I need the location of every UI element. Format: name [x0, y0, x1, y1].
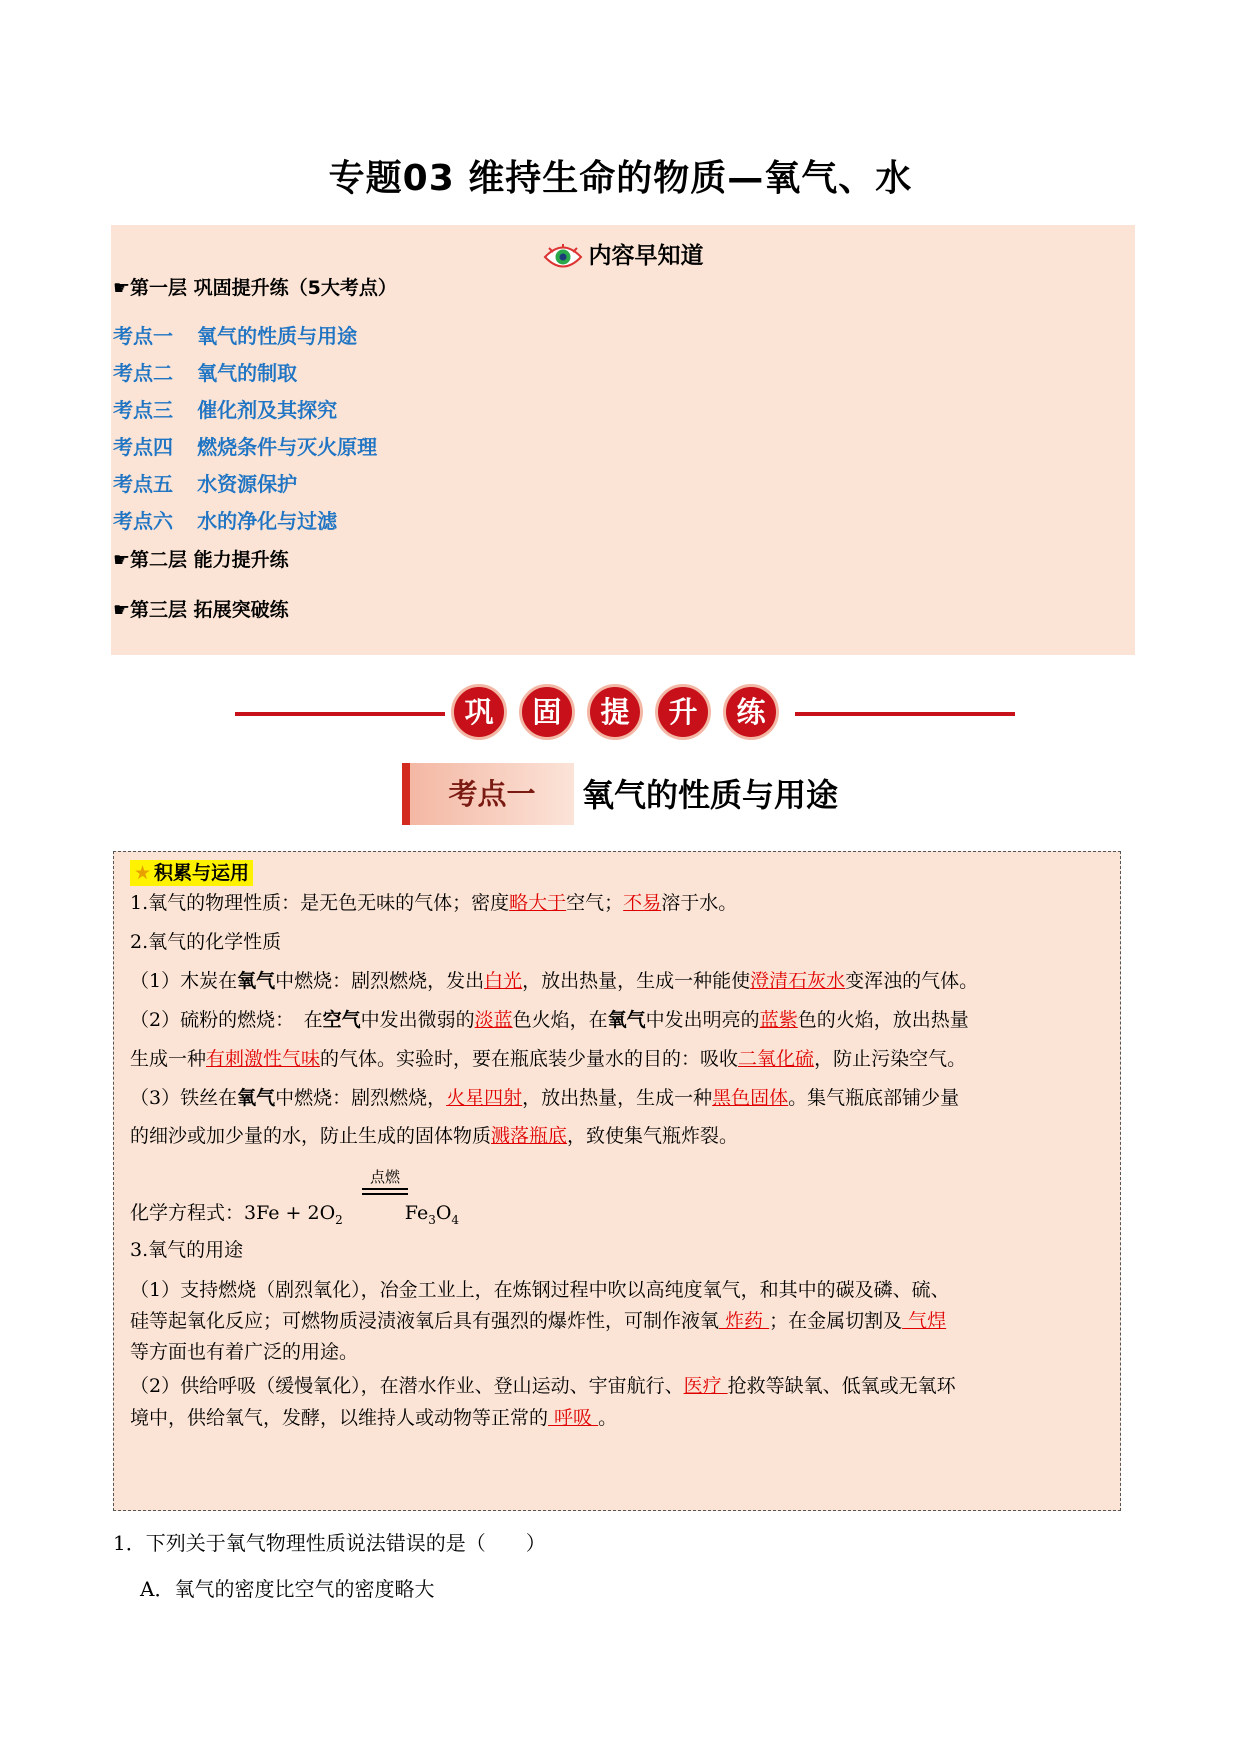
- section-banner: [235, 684, 1015, 744]
- answer-blank: 溅落瓶底: [491, 1125, 568, 1147]
- toc-item-2[interactable]: 考点二 氧气的制取: [113, 361, 298, 385]
- answer-blank: 炸药: [719, 1310, 770, 1332]
- document-title: 专题03 维持生命的物质—氧气、水: [328, 158, 913, 199]
- equation-bar: [362, 1188, 408, 1190]
- banner-char: 固: [519, 684, 575, 740]
- answer-blank: 有刺激性气味: [206, 1048, 321, 1070]
- equation-bar: [362, 1193, 408, 1195]
- banner-char: 升: [655, 684, 711, 740]
- banner-line-left: [235, 712, 445, 716]
- answer-blank: 气焊: [902, 1310, 947, 1332]
- toc-heading-text: 内容早知道: [588, 243, 704, 269]
- answer-blank: 蓝紫: [759, 1009, 798, 1031]
- answer-blank: 呼吸: [548, 1407, 599, 1429]
- answer-blank: 医疗: [683, 1375, 728, 1397]
- banner-char: 提: [587, 684, 643, 740]
- answer-blank: 略大于: [509, 892, 567, 914]
- note-line: 2.氧气的化学性质: [130, 931, 282, 953]
- note-line: （2）硫粉的燃烧： 在空气中发出微弱的淡蓝色火焰，在氧气中发出明亮的蓝紫色的火焰，放出热量: [130, 1009, 969, 1031]
- answer-blank: 淡蓝: [474, 1009, 513, 1031]
- notes-panel: [113, 851, 1121, 1511]
- note-line: 3.氧气的用途: [130, 1239, 244, 1261]
- banner-char: 练: [723, 684, 779, 740]
- banner-line-right: [795, 712, 1015, 716]
- answer-blank: 火星四射: [446, 1087, 523, 1109]
- answer-blank: 澄清石灰水: [750, 970, 846, 992]
- toc-heading: [111, 237, 1135, 270]
- note-line: （3）铁丝在氧气中燃烧：剧烈燃烧，火星四射，放出热量，生成一种黑色固体。集气瓶底部铺少量: [130, 1087, 960, 1109]
- reaction-condition: 点燃: [369, 1168, 400, 1186]
- toc-layer-1[interactable]: ☛第一层 巩固提升练（5大考点）: [113, 277, 397, 299]
- eye-icon: [543, 244, 583, 270]
- answer-blank: 不易: [623, 892, 662, 914]
- banner-char: 巩: [451, 684, 507, 740]
- note-line: 硅等起氧化反应；可燃物质浸渍液氧后具有强烈的爆炸性，可制作液氧 炸药 ；在金属切割及 气焊: [130, 1310, 947, 1332]
- toc-item-3[interactable]: 考点三 催化剂及其探究: [113, 398, 338, 422]
- toc-panel: [111, 225, 1135, 655]
- toc-item-1[interactable]: 考点一 氧气的性质与用途: [113, 324, 358, 348]
- answer-blank: 黑色固体: [712, 1087, 789, 1109]
- note-line: 境中，供给氧气，发酵，以维持人或动物等正常的 呼吸 。: [130, 1407, 618, 1429]
- toc-layer-3[interactable]: ☛第三层 拓展突破练: [113, 599, 289, 621]
- note-line: （1）木炭在氧气中燃烧：剧烈燃烧，发出白光，放出热量，生成一种能使澄清石灰水变浑浊的气体。: [130, 970, 979, 992]
- notes-badge: [130, 860, 253, 886]
- note-line: （2）供给呼吸（缓慢氧化），在潜水作业、登山运动、宇宙航行、医疗 抢救等缺氧、低氧或无氧环: [130, 1375, 956, 1397]
- note-line: 生成一种有刺激性气味的气体。实验时，要在瓶底装少量水的目的：吸收二氧化硫，防止污染空气。: [130, 1048, 967, 1070]
- question-option-a[interactable]: A．氧气的密度比空气的密度略大: [140, 1577, 435, 1601]
- kaodian-tab: 考点一: [402, 763, 574, 825]
- answer-blank: 二氧化硫: [738, 1048, 815, 1070]
- answer-blank: 白光: [484, 970, 523, 992]
- note-line: 的细沙或加少量的水，防止生成的固体物质溅落瓶底，致使集气瓶炸裂。: [130, 1125, 739, 1147]
- kaodian-title: 氧气的性质与用途: [582, 776, 839, 814]
- equation-line: 化学方程式：$3Fe + 2O_2$ $Fe_3O_4$: [130, 1202, 460, 1227]
- note-line: （1）支持燃烧（剧烈氧化），冶金工业上，在炼钢过程中吹以高纯度氧气，和其中的碳及磷、硫、: [130, 1279, 950, 1301]
- toc-item-5[interactable]: 考点五 水资源保护: [113, 472, 298, 496]
- note-line: 等方面也有着广泛的用途。: [130, 1341, 359, 1363]
- notes-badge-text: 积累与运用: [154, 862, 250, 884]
- toc-item-4[interactable]: 考点四 燃烧条件与灭火原理: [113, 435, 378, 459]
- star-icon: ★: [134, 862, 152, 884]
- toc-layer-2[interactable]: ☛第二层 能力提升练: [113, 549, 289, 571]
- toc-item-6[interactable]: 考点六 水的净化与过滤: [113, 509, 338, 533]
- note-line: 1.氧气的物理性质：是无色无味的气体；密度略大于空气；不易溶于水。: [130, 892, 738, 914]
- question-stem: 1．下列关于氧气物理性质说法错误的是（ ）: [113, 1531, 546, 1555]
